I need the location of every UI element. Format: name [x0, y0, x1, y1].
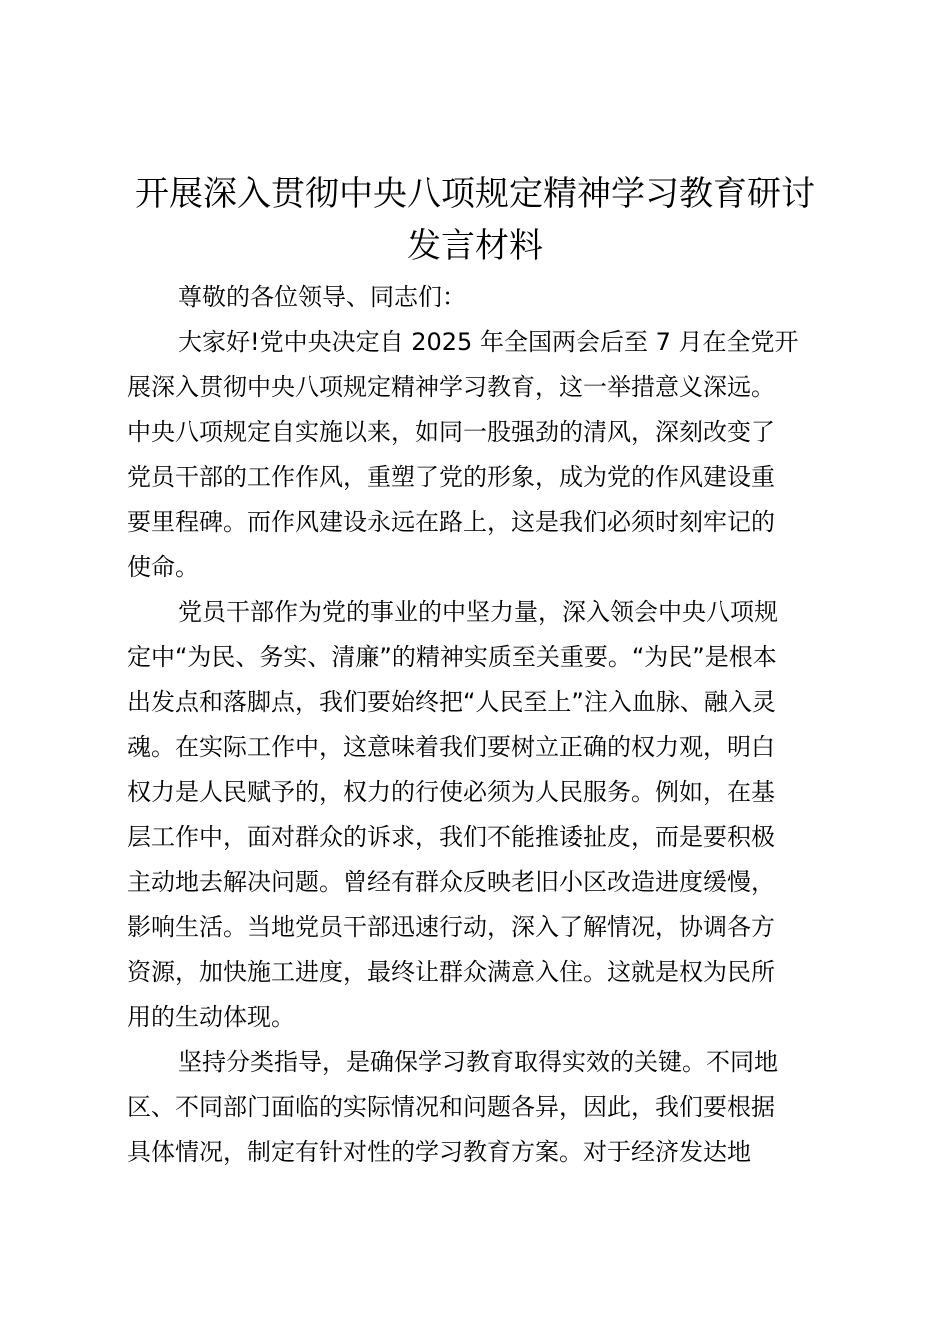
paragraph-2-line-6: 层工作中，面对群众的诉求，我们不能推诿扯皮，而是要积极	[127, 823, 775, 851]
salutation: 尊敬的各位领导、同志们：	[178, 283, 466, 311]
document-title-line-1: 开展深入贯彻中央八项规定精神学习教育研讨	[135, 174, 815, 214]
paragraph-2-line-5: 权力是人民赋予的，权力的行使必须为人民服务。例如，在基	[127, 778, 775, 806]
paragraph-2-line-8: 影响生活。当地党员干部迅速行动，深入了解情况，协调各方	[127, 913, 775, 941]
paragraph-2-line-3: 出发点和落脚点，我们要始终把“人民至上”注入血脉、融入灵	[127, 688, 776, 716]
paragraph-2-line-4: 魂。在实际工作中，这意味着我们要树立正确的权力观，明白	[127, 733, 775, 761]
paragraph-1-line-4: 党员干部的工作作风，重塑了党的形象，成为党的作风建设重	[127, 463, 775, 491]
paragraph-1-line-1: 大家好!党中央决定自 2025 年全国两会后至 7 月在全党开	[178, 328, 799, 356]
paragraph-2-line-2: 定中“为民、务实、清廉”的精神实质至关重要。“为民”是根本	[127, 643, 777, 671]
paragraph-2-line-10: 用的生动体现。	[127, 1003, 295, 1031]
paragraph-3-line-3: 具体情况，制定有针对性的学习教育方案。对于经济发达地	[127, 1138, 751, 1166]
paragraph-2-line-7: 主动地去解决问题。曾经有群众反映老旧小区改造进度缓慢，	[127, 868, 775, 896]
document-title-line-2: 发言材料	[407, 226, 543, 266]
paragraph-1-line-5: 要里程碑。而作风建设永远在路上，这是我们必须时刻牢记的	[127, 508, 775, 536]
paragraph-2-line-9: 资源，加快施工进度，最终让群众满意入住。这就是权为民所	[127, 958, 775, 986]
paragraph-1-line-2: 展深入贯彻中央八项规定精神学习教育，这一举措意义深远。	[127, 373, 775, 401]
paragraph-3-line-2: 区、不同部门面临的实际情况和问题各异，因此，我们要根据	[127, 1093, 775, 1121]
paragraph-3-line-1: 坚持分类指导，是确保学习教育取得实效的关键。不同地	[178, 1048, 778, 1076]
paragraph-2-line-1: 党员干部作为党的事业的中坚力量，深入领会中央八项规	[178, 598, 778, 626]
paragraph-1-line-3: 中央八项规定自实施以来，如同一股强劲的清风，深刻改变了	[127, 418, 775, 446]
paragraph-1-line-6: 使命。	[127, 553, 199, 581]
